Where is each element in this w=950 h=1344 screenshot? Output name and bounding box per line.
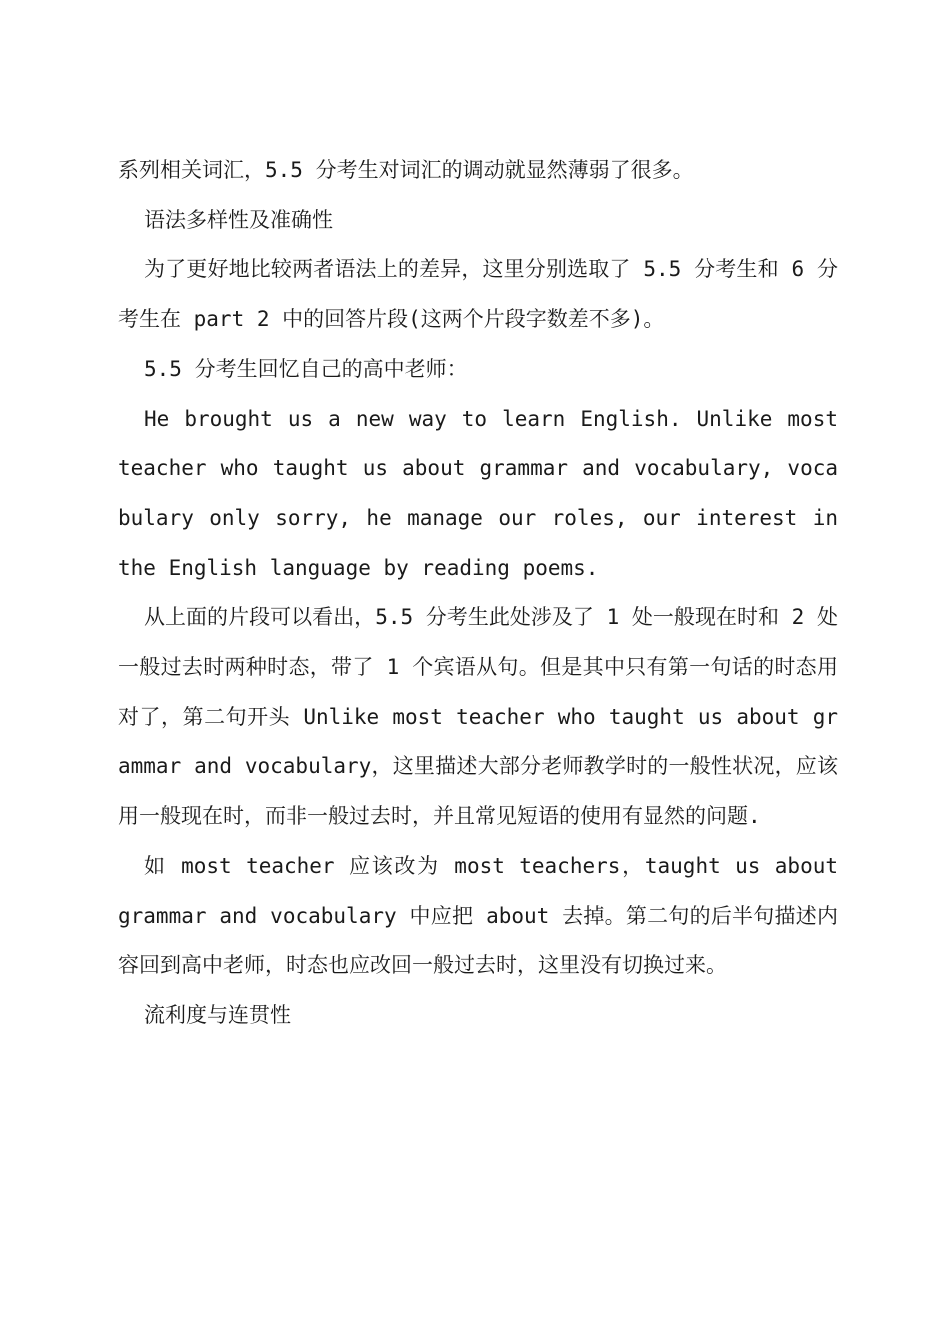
paragraph-corrections: 如 most teacher 应该改为 most teachers，taught us about grammar and vocabulary 中应把 about 去掉。第二句的后半句描述内容回到高中老师，时态也应改回一般过去时，这里没有切换过来。 <box>118 853 838 978</box>
section-heading-grammar: 语法多样性及准确性 <box>144 207 333 232</box>
section-heading-fluency: 流利度与连贯性 <box>144 1002 291 1027</box>
paragraph-sample-label: 5.5 分考生回忆自己的高中老师： <box>144 356 468 381</box>
paragraph-vocabulary-conclusion: 系列相关词汇，5.5 分考生对词汇的调动就显然薄弱了很多。 <box>118 158 694 182</box>
paragraph-analysis: 从上面的片段可以看出，5.5 分考生此处涉及了 1 处一般现在时和 2 处一般过去时两种时态，带了 1 个宾语从句。但是其中只有第一句话的时态用对了，第二句开头 Unlike most teacher who taught us about grammar and vocabulary，这里描述大部分老师教学时的一般性状况，应该用一般现在时，而非一般过去时，并且常见短语的使用有显然的问题. <box>118 605 838 829</box>
paragraph-sample-answer: He brought us a new way to learn English. Unlike most teacher who taught us about grammar and vocabulary, vocabulary only sorry, he manage our roles, our interest in the English language by reading poems. <box>118 406 838 580</box>
paragraph-grammar-intro: 为了更好地比较两者语法上的差异，这里分别选取了 5.5 分考生和 6 分考生在 part 2 中的回答片段(这两个片段字数差不多)。 <box>118 257 838 332</box>
document-body <box>118 146 838 1041</box>
